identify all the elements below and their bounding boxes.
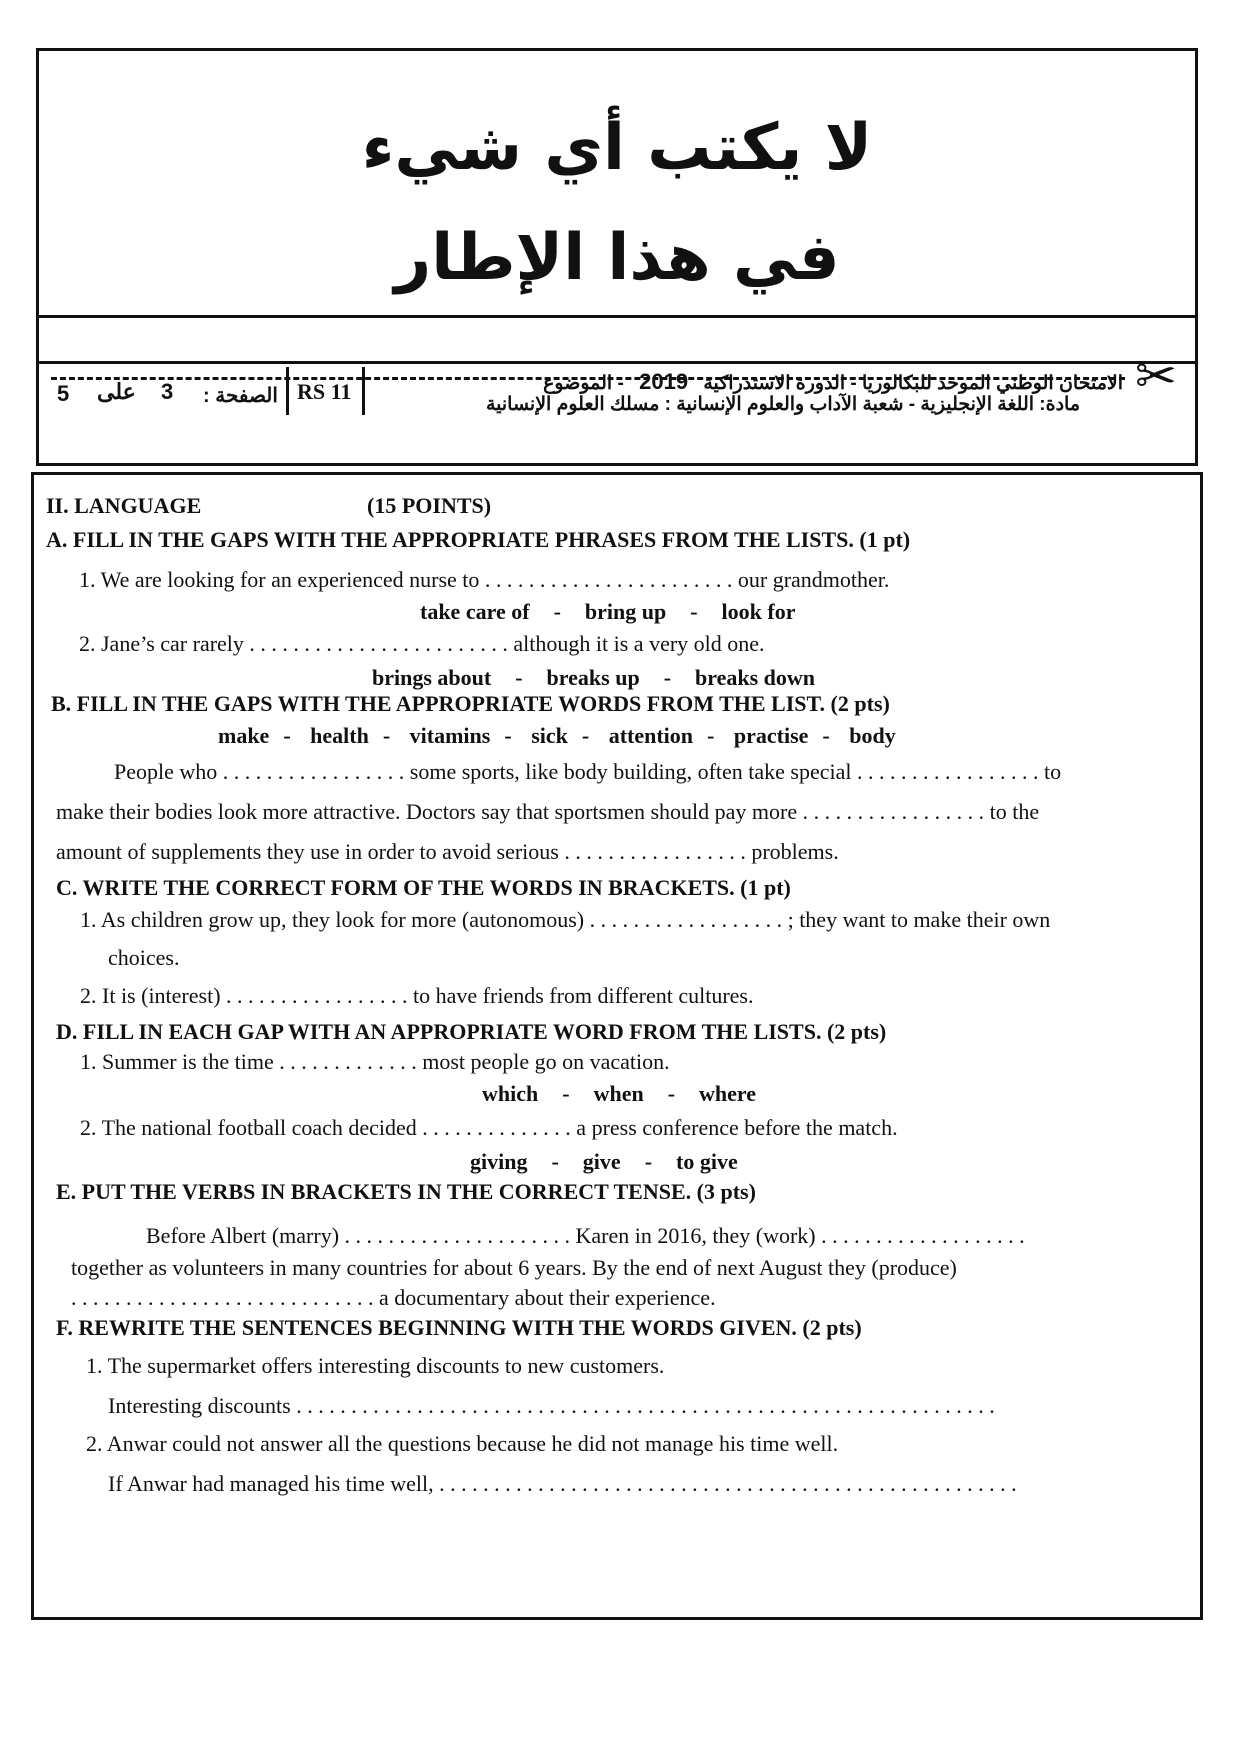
section-b-line2: make their bodies look more attractive. Doctors say that sportsmen should pay more . . . . . . . . . . . . . . . . . to the — [56, 799, 1040, 824]
section-a-heading: A. FILL IN THE GAPS WITH THE APPROPRIATE PHRASES FROM THE LISTS. (1 pt) — [46, 527, 911, 552]
section-b-heading: B. FILL IN THE GAPS WITH THE APPROPRIATE WORDS FROM THE LIST. (2 pts) — [51, 691, 890, 716]
section-b-line1: People who . . . . . . . . . . . . . . . . . some sports, like body building, often take special . . . . . . . . . . . . . . . . . to — [114, 759, 1062, 784]
page-current: 3 — [161, 379, 174, 404]
section-f-heading: F. REWRITE THE SENTENCES BEGINNING WITH THE WORDS GIVEN. (2 pts) — [56, 1315, 862, 1340]
section-d-q2: 2. The national football coach decided . . . . . . . . . . . . . . a press conference before the match. — [80, 1115, 898, 1140]
no-write-frame — [36, 48, 1198, 466]
section-a-q1-options: take care of - bring up - look for — [420, 599, 796, 624]
section-a-q1: 1. We are looking for an experienced nurse to . . . . . . . . . . . . . . . . . . . . . . . our grandmother. — [79, 567, 890, 592]
section-e-line3: . . . . . . . . . . . . . . . . . . . . . . . . . . . . a documentary about their experience. — [71, 1285, 716, 1310]
no-write-warning-line1: لا يكتب أي شيء — [361, 111, 873, 185]
scissors-icon: ✂ — [1135, 347, 1177, 405]
section-d-q2-options: giving - give - to give — [470, 1149, 738, 1174]
frame-divider — [39, 361, 1195, 364]
option: breaks up — [546, 665, 640, 690]
section-c-q2: 2. It is (interest) . . . . . . . . . . . . . . . . . to have friends from different cultures. — [80, 983, 754, 1008]
section-points: (15 POINTS) — [367, 493, 492, 518]
page-of: على — [97, 379, 136, 404]
exam-title-line1: الامتحان الوطني الموحد للبكالوريا - الدورة الاستدراكية 2019 - الموضوع — [543, 369, 1123, 394]
exam-year: 2019 — [639, 369, 689, 394]
info-divider — [362, 367, 365, 415]
section-e-line1: Before Albert (marry) . . . . . . . . . . . . . . . . . . . . . Karen in 2016, they (work) . . . . . . . . . . . . . . . . . . . — [146, 1223, 1025, 1248]
section-b-options: make - health - vitamins - sick - attention - practise - body — [218, 723, 896, 748]
section-a-q2-options: brings about - breaks up - breaks down — [372, 665, 816, 690]
section-title: II. LANGUAGE — [46, 493, 202, 518]
no-write-warning-line2: في هذا الإطار — [394, 221, 840, 295]
section-f-q2: 2. Anwar could not answer all the questions because he did not manage his time well. — [86, 1431, 839, 1456]
section-e-line2: together as volunteers in many countries for about 6 years. By the end of next August they (produce) — [71, 1255, 957, 1280]
option: brings about — [372, 665, 492, 690]
option: breaks down — [695, 665, 816, 690]
option: bring up — [584, 599, 667, 624]
section-a-q2: 2. Jane’s car rarely . . . . . . . . . . . . . . . . . . . . . . . . although it is a very old one. — [79, 631, 765, 656]
section-f-q1: 1. The supermarket offers interesting discounts to new customers. — [86, 1353, 665, 1378]
section-f-q2-answer: If Anwar had managed his time well, . . . . . . . . . . . . . . . . . . . . . . . . . . . . . . . . . . . . . . . . . . . . . . . . . . . . . — [108, 1471, 1017, 1496]
info-divider — [286, 367, 289, 415]
page-label: الصفحة : — [203, 385, 278, 407]
section-d-q1: 1. Summer is the time . . . . . . . . . . . . . most people go on vacation. — [80, 1049, 670, 1074]
section-c-heading: C. WRITE THE CORRECT FORM OF THE WORDS IN BRACKETS. (1 pt) — [56, 875, 791, 900]
section-d-heading: D. FILL IN EACH GAP WITH AN APPROPRIATE WORD FROM THE LISTS. (2 pts) — [56, 1019, 887, 1044]
option: take care of — [420, 599, 530, 624]
section-c-q1-cont: choices. — [108, 945, 180, 970]
section-e-heading: E. PUT THE VERBS IN BRACKETS IN THE CORRECT TENSE. (3 pts) — [56, 1179, 756, 1204]
section-f-q1-answer: Interesting discounts . . . . . . . . . . . . . . . . . . . . . . . . . . . . . . . . . . . . . . . . . . . . . . . . . . . . . . . . . . . . . . . . — [108, 1393, 995, 1418]
exam-content-box — [31, 472, 1203, 1620]
frame-divider — [39, 315, 1195, 318]
section-d-q1-options: which - when - where — [482, 1081, 757, 1106]
option: look for — [721, 599, 796, 624]
exam-title-line2: مادة: اللغة الإنجليزية - شعبة الآداب والعلوم الإنسانية : مسلك العلوم الإنسانية — [485, 394, 1080, 415]
exam-code: RS 11 — [297, 379, 352, 404]
section-c-q1: 1. As children grow up, they look for more (autonomous) . . . . . . . . . . . . . . . . . . ; they want to make their own — [80, 907, 1051, 932]
section-b-line3: amount of supplements they use in order to avoid serious . . . . . . . . . . . . . . . . . problems. — [56, 839, 839, 864]
page-total: 5 — [57, 381, 70, 406]
